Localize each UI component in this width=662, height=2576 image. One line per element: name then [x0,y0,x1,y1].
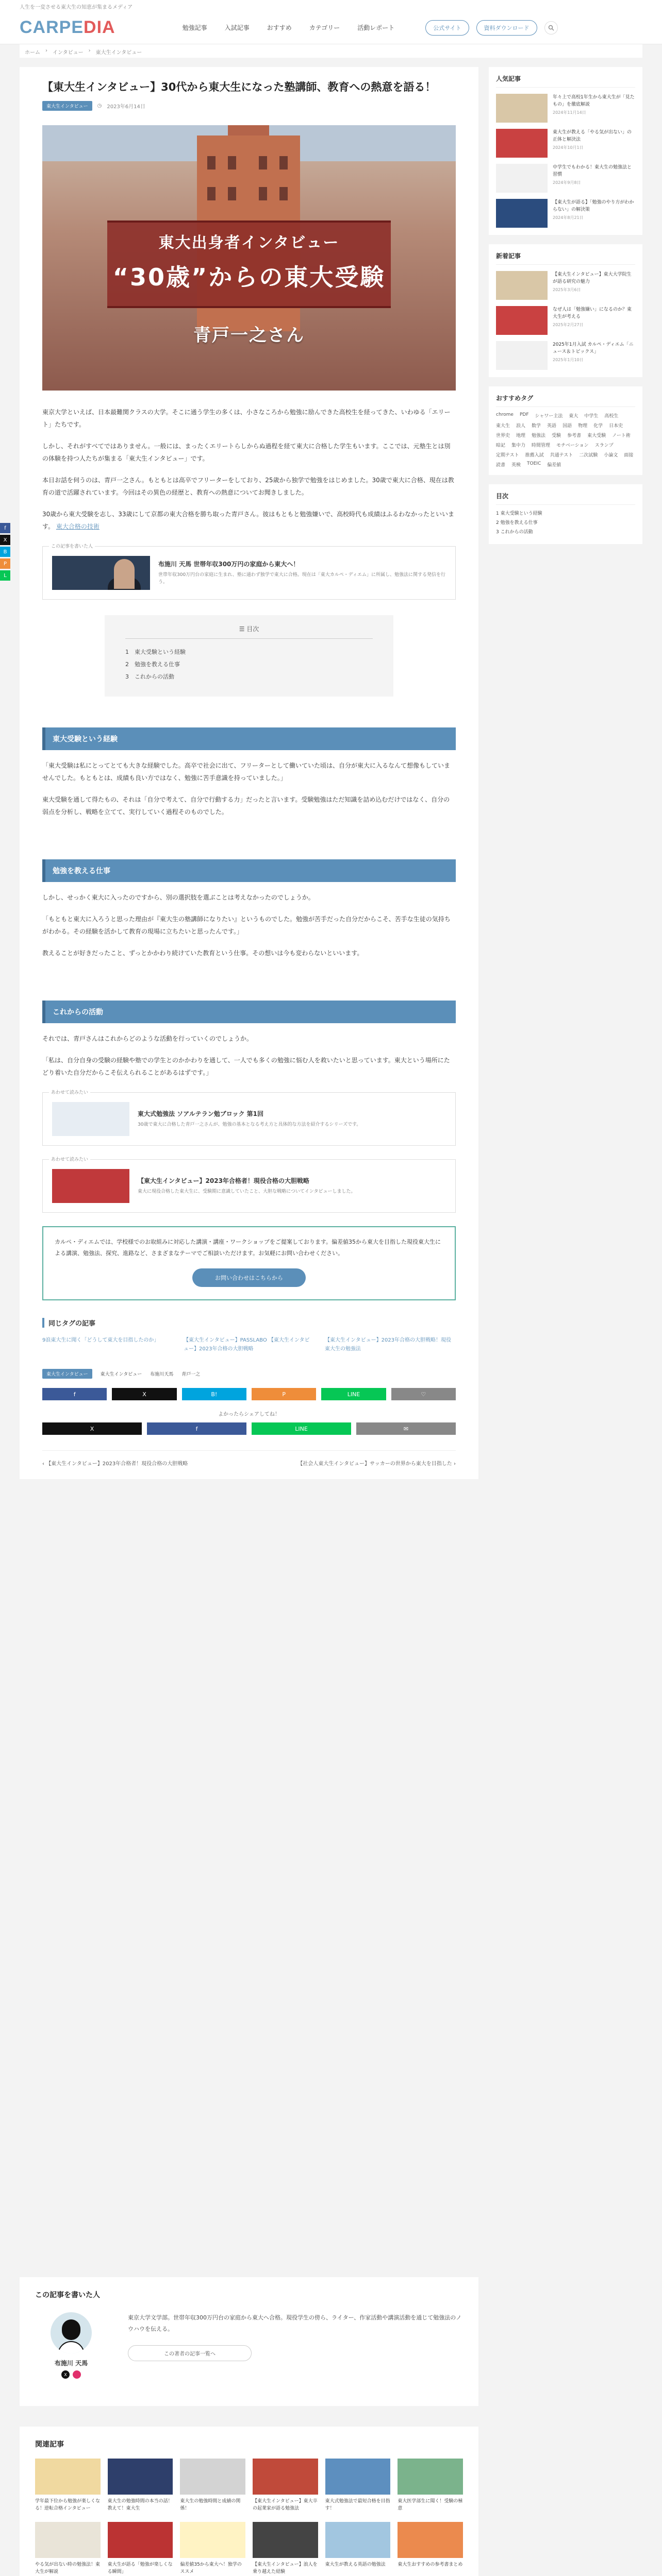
search-icon[interactable] [544,21,558,35]
sidebar-post-item[interactable] [496,129,635,158]
official-site-button[interactable]: 公式サイト [425,20,469,36]
share-x-button[interactable]: X [112,1388,176,1400]
post-date: 2024年11月14日 [553,110,586,115]
next-post-link[interactable]: 【社会人東大生インタビュー】サッカーの世界から東大を目指した › [297,1461,456,1467]
nav-recommend[interactable]: おすすめ [267,24,292,31]
instagram-icon[interactable] [73,2370,81,2379]
tagcloud-link[interactable]: 参考書 [567,433,582,438]
profile-desc: 世帯年収300万円台の家庭に生まれ、塾に通わず独学で東大に合格。現在は「東大カルペ・ディエム」に所属し、勉強法に関する発信を行う。 [158,572,446,585]
post-title: 2025年1月入試 カルペ・ディエム「ニュース＆トピックス」 [553,342,634,355]
intro-para: 30歳から東大受験を志し、33歳にして京都の東大合格を勝ち取った青戸さん。彼はもともと勉強嫌いで、高校時代も成績はふるわなかったといいます。 東大合格の技術 [42,510,455,530]
tagcloud-link[interactable]: 東大受験 [587,433,606,438]
tag-link[interactable]: 青戸一之 [181,1372,201,1378]
list-icon: ☰ [239,625,247,633]
related-post-title: 学年最下位から勉強が楽しくなる！逆転合格インタビュー [35,2499,101,2512]
tagcloud-link[interactable]: 物理 [578,423,588,429]
share-hatena-button[interactable]: B! [182,1388,246,1400]
related-post-card[interactable] [398,2459,463,2513]
side-toc-item[interactable]: 1 東大受験という経験 [496,511,542,516]
share-line-button[interactable]: LINE [321,1388,386,1400]
related-post-thumbnail [180,2459,245,2495]
toc-item[interactable]: 2 勉強を教える仕事 [125,660,180,668]
related-post-card[interactable] [108,2522,173,2576]
related-post-thumbnail [108,2459,173,2495]
new-widget [489,244,642,377]
contact-button[interactable]: お問い合わせはこちらから [192,1268,306,1287]
tagcloud-link[interactable]: 国語 [562,423,572,429]
contact-cta-box [42,1226,456,1300]
tagcloud-link[interactable]: ノート術 [612,433,631,438]
nav-study[interactable]: 勉強記事 [182,24,207,31]
related-post-thumbnail [108,2522,173,2558]
same-tag-link[interactable]: 【東大生インタビュー】2023年合格の大胆戦略！現役東大生の勉強法 [325,1337,452,1352]
post-date: 2024年9月8日 [553,180,581,185]
breadcrumb: ホーム › インタビュー › 東大生インタビュー [20,44,642,58]
related-card[interactable] [42,1092,456,1146]
article-title: 【東大生インタビュー】30代から東大生になった塾講師、教育への熱意を語る！ [42,81,436,93]
post-title: 【東大生が語る】「勉強のやり方がわからない」の解決策 [553,200,634,213]
related-post-card[interactable] [253,2459,318,2513]
tagcloud-link[interactable]: 受験 [552,433,561,438]
hero-line2: “30歳”からの東大受験 [112,263,386,291]
floating-share-bar [0,523,10,582]
site-header [0,11,662,44]
author-bio: 東京大学文学部。世帯年収300万円台の家庭から東大へ合格。現役学生の傍ら、ライター、作家活動や講演活動を通じて勉強法のノウハウを伝える。 [128,2314,462,2332]
card-tag: あわせて読みたい [49,1156,90,1162]
tagcloud-link[interactable]: 高校生 [604,414,619,419]
x-icon[interactable]: X [0,535,10,545]
post-thumbnail [496,306,548,335]
tagcloud-link[interactable]: 中学生 [584,414,599,419]
tagcloud-link[interactable]: 集中力 [511,443,526,448]
section-para: それでは、青戸さんはこれからどのような活動を行っていくのでしょうか。 [42,1035,253,1043]
related-post-title: 東大生の勉強時間と成績の関係！ [180,2499,241,2512]
follow-line-button[interactable]: LINE [252,1422,351,1435]
tagcloud-link[interactable]: 英検 [511,463,521,468]
tagcloud-link[interactable]: 地理 [516,433,526,438]
tagcloud-link[interactable]: 東大 [569,414,578,419]
card-desc: 東大に現役合格した東大生に、受験期に意識していたこと、大胆な戦略についてインタビューしました。 [138,1189,356,1195]
tagcloud-link[interactable]: 英語 [547,423,557,429]
related-post-title: 東大生が語る「勉強が楽しくなる瞬間」 [107,2562,173,2575]
related-post-title: 【東大生インタビュー】東大卒の起業家が語る勉強法 [252,2499,318,2512]
related-post-card[interactable] [253,2522,318,2576]
nav-exam[interactable]: 入試記事 [224,24,250,31]
author-posts-button[interactable]: この著者の記事一覧へ [128,2345,252,2361]
tagcloud-link[interactable]: スランプ [594,443,614,448]
chevron-right-icon: › [452,1461,456,1467]
card-tag: この記事を書いた人 [49,543,95,549]
side-toc-heading: 目次 [496,492,635,505]
tag-link[interactable]: 東大生インタビュー [100,1372,142,1378]
tagcloud-link[interactable]: シャワー主法 [535,414,563,419]
section-para: 東大受験を通して得たもの、それは「自分で考えて、自分で行動する力」だったと言います。受験勉強はただ知識を詰め込むだけではなく、自分の弱点を分析し、戦略を立てて、実行していく過程そのものでした。 [42,796,450,816]
related-post-thumbnail [398,2459,463,2495]
post-thumbnail [496,341,548,370]
tagcloud-link[interactable]: 面接 [624,453,634,458]
tagcloud-link[interactable]: 数学 [532,423,541,429]
same-tag-link[interactable]: 【東大生インタビュー】PASSLABO 【東大生インタビュー】2023年合格の大胆戦略 [184,1337,310,1352]
article-main [20,67,478,1479]
related-post-title: 東大生おすすめの参考書まとめ [398,2562,463,2567]
sidebar-post-item[interactable] [496,341,635,370]
tagcloud-link[interactable]: 化学 [593,423,603,429]
sidebar-post-item[interactable] [496,306,635,335]
intro-para: 本日お話を伺うのは、青戸一之さん。もともとは高卒でフリーターをしており、25歳から独学で勉強をはじめました。30歳で東大に合格、現在は教育の道で活躍されています。今回はその異色の経歴と、教育への熱意についてお聞きしました。 [42,476,454,496]
breadcrumb-home[interactable]: ホーム [25,50,40,56]
post-title: 中学生でもわかる！東大生の勉強法と習慣 [553,165,632,178]
chevron-left-icon: ‹ [42,1461,46,1467]
related-post-thumbnail [253,2459,318,2495]
nav-report[interactable]: 活動レポート [357,24,395,31]
related-post-thumbnail [325,2459,391,2495]
nav-category[interactable]: カテゴリー [309,24,340,31]
card-title: 東大式勉強法 ソアルテラン勉ブロック 第1回 [138,1110,263,1118]
hero-name: 青戸一之さん [193,325,305,346]
related-post-title: 東大式勉強法で最短合格を目指す！ [325,2499,390,2512]
sidebar-post-item[interactable] [496,164,635,193]
related-post-thumbnail [180,2522,245,2558]
sidebar-post-item[interactable] [496,94,635,123]
table-of-contents [105,615,393,697]
related-post-thumbnail [35,2459,101,2495]
category-badge[interactable]: 東大生インタビュー [42,101,92,111]
related-post-card[interactable] [398,2522,463,2576]
same-tag-list [42,1336,456,1353]
section-heading: これからの活動 [42,1001,456,1023]
intro-para: しかし、それがすべてではありません。一般には、まったくエリートらしからぬ過程を経て東大に合格した学生もいます。ここでは、元塾生とは別の体験を持つ人たちが集まる「東大生インタビュー」です。 [42,442,451,462]
tagcloud-link[interactable]: 小論文 [604,453,618,458]
hero-line1: 東大出身者インタビュー [158,233,340,252]
tagcloud-link[interactable]: モチベーション [556,443,589,448]
tagcloud-link[interactable]: 二次試験 [579,453,598,458]
card-title: 【東大生インタビュー】2023年合格者！現役合格の大胆戦略 [138,1177,309,1185]
post-date: 2024年8月21日 [553,215,584,220]
tagcloud-link[interactable]: 読書 [496,463,506,468]
same-tag-heading: 同じタグの記事 [42,1318,456,1328]
related-post-thumbnail [325,2522,391,2558]
post-date: 2025年1月10日 [553,357,584,362]
follow-mail-button[interactable]: ✉ [356,1422,456,1435]
pocket-icon[interactable]: P [0,558,10,569]
follow-facebook-button[interactable]: f [147,1422,246,1435]
breadcrumb-interview[interactable]: インタビュー [53,50,84,56]
card-thumbnail [52,1169,129,1203]
section-heading: 東大受験という経験 [42,727,456,750]
section-para: 「東大受験は私にとってとても大きな経験でした。高卒で社会に出て、フリーターとして働いていた頃は、自分が東大に入るなんて想像もしていませんでした。もともとは、成績も良い方ではなく、勉強に苦手意識を持っていました。」 [42,762,451,782]
tagcloud-link[interactable]: chrome [496,412,514,417]
share-buttons [42,1388,456,1400]
tagcloud-link[interactable]: TOEIC [527,461,541,466]
post-title: 年々上で高校1年生から東大生が「見たもの」を徹底解説 [553,95,635,108]
side-toc-item[interactable]: 2 勉強を教える仕事 [496,520,538,526]
toc-item[interactable]: 1 東大受験という経験 [125,648,186,655]
related-post-thumbnail [398,2522,463,2558]
site-logo[interactable]: CARPEDIA [20,18,115,37]
related-post-card[interactable] [35,2522,101,2576]
same-tag-link[interactable]: 9浪東大生に聞く「どうして東大を目指したのか」 [42,1337,159,1344]
x-icon[interactable]: X [61,2370,70,2379]
side-toc-item[interactable]: 3 これからの活動 [496,530,533,535]
tagcloud-widget [489,386,642,475]
tag-row [42,1369,456,1379]
section-para: しかし、せっかく東大に入ったのですから、別の選択肢を選ぶことは考えなかったのでしょうか。 [42,894,315,902]
prev-post-link[interactable]: ‹ 【東大生インタビュー】2023年合格者！現役合格の大胆戦略 [42,1461,188,1467]
related-post-title: 偏差値35から東大へ！独学のススメ [180,2562,242,2575]
related-post-card[interactable] [180,2522,245,2576]
article-date: 2023年6月14日 [107,104,145,110]
share-pocket-button[interactable]: P [252,1388,316,1400]
section-para: 「もともと東大に入ろうと思った理由が『東大生の塾講師になりたい』というものでした。勉強が苦手だった自分だからこそ、苦手な生徒の気持ちがわかる。その経験を活かして教育の現場に立ちたいと思ったんです。」 [42,916,451,936]
download-button[interactable]: 資料ダウンロード [476,20,537,36]
tagcloud-link[interactable]: 浪人 [516,423,526,429]
tagcloud-link[interactable]: 時間管理 [532,443,551,448]
related-post-card[interactable] [35,2459,101,2513]
follow-buttons [42,1422,456,1435]
profile-image [52,556,150,590]
hero-image [42,125,456,391]
author-name: 布施川 天馬 [54,2360,88,2367]
section-para: 「私は、自分自身の受験の経験や塾での学生とのかかわりを通して、一人でも多くの勉強に悩む人を救いたいと思っています。東大という場所にたどり着いた自分だからこそ伝えられることがあるはずです。」 [42,1057,450,1077]
tagcloud-link[interactable]: 暗記 [496,443,506,448]
related-heading: 関連記事 [35,2441,64,2449]
post-thumbnail [496,271,548,300]
hero-title-band [107,221,391,308]
related-post-thumbnail [253,2522,318,2558]
tagcloud-link[interactable]: 共通テスト [550,453,573,458]
related-post-title: 東大生の勉強時間の本当の話！教えて！東大生 [107,2499,173,2512]
related-post-title: 東大医学部生に聞く！受験の極意 [398,2499,463,2512]
side-toc-widget [489,484,642,544]
share-message: よかったらシェアしてね！ [218,1412,280,1418]
tag-link[interactable]: 布施川天馬 [150,1372,174,1378]
cta-text: カルペ・ディエムでは、学校様でのお取組みに対応した講演・講座・ワークショップをご提案しております。偏差値35から東大を目指した現役東大生による講演、勉強法、探究、進路など、さまざまなテーマでご相談いただけます。お気軽にお問い合わせください。 [55,1239,441,1257]
related-post-card[interactable] [108,2459,173,2513]
card-desc: 30歳で東大に合格した青戸一之さんが、勉強の基本となる考え方と具体的な方法を紹介するシリーズです。 [138,1122,361,1128]
article-meta [42,101,456,111]
post-title: 【東大生インタビュー】東大大学院生が語る研究の魅力 [553,272,632,285]
post-thumbnail [496,94,548,123]
related-post-thumbnail [35,2522,101,2558]
related-post-title: やる気が出ない時の勉強法！東大生が解説 [35,2562,101,2575]
related-post-card[interactable] [325,2459,391,2513]
related-post-title: 【東大生インタビュー】浪人を乗り越えた経験 [252,2562,318,2575]
prev-next-nav [42,1450,456,1467]
sidebar [489,67,642,553]
author-box [20,2277,478,2406]
facebook-icon[interactable]: f [0,523,10,533]
post-title: なぜ人は「勉強嫌い」になるのか？東大生が考える [553,307,632,320]
tagcloud-link[interactable]: 世界史 [496,433,510,438]
sidebar-post-item[interactable] [496,199,635,228]
clock-icon: ◷ [97,103,102,109]
tagcloud-link[interactable]: 勉強法 [532,433,546,438]
profile-name: 布施川 天馬 世帯年収300万円の家庭から東大へ！ [158,560,300,568]
related-posts [20,2427,478,2576]
profile-card[interactable] [42,546,456,600]
top-strip: 人生を一変させる東大生の知恵が集まるメディア [0,0,662,11]
share-copy-button[interactable]: ♡ [391,1388,456,1400]
post-thumbnail [496,199,548,228]
intro-link[interactable]: 東大合格の技術 [56,522,100,530]
breadcrumb-current[interactable]: 東大生インタビュー [95,50,142,56]
author-heading: この記事を書いた人 [35,2291,100,2299]
sidebar-post-item[interactable] [496,271,635,300]
recommend-heading: おすすめタグ [496,394,635,407]
post-date: 2025年3月6日 [553,287,581,292]
post-thumbnail [496,129,548,158]
tagcloud-link[interactable]: 東大生 [496,423,510,429]
follow-x-button[interactable]: X [42,1422,142,1435]
toc-item[interactable]: 3 これからの活動 [125,673,174,680]
related-post-card[interactable] [180,2459,245,2513]
line-icon[interactable]: L [0,570,10,581]
section-para: 教えることが好きだったこと、ずっとかかわり続けていた教育という仕事。その想いは今も変わらないといいます。 [42,950,363,957]
tagcloud-link[interactable]: 偏差値 [547,463,561,468]
new-heading: 新着記事 [496,251,635,265]
share-facebook-button[interactable]: f [42,1388,107,1400]
card-thumbnail [52,1102,129,1136]
toc-title: 目次 [246,625,259,633]
tagcloud-link[interactable]: PDF [519,412,529,417]
hatena-icon[interactable]: B [0,547,10,557]
popular-widget [489,67,642,235]
author-avatar [51,2312,92,2353]
related-post-card[interactable] [325,2522,391,2576]
card-tag: あわせて読みたい [49,1089,90,1095]
tagcloud-link[interactable]: 日本史 [609,423,623,429]
post-date: 2024年10月1日 [553,145,584,150]
intro-para: 東京大学といえば、日本最難関クラスの大学。そこに通う学生の多くは、小さなころから勉強に励んできた高校生を経ってきた、いわゆる「エリート」たちです。 [42,408,451,428]
tagcloud-link[interactable]: 定期テスト [496,453,519,458]
section-heading: 勉強を教える仕事 [42,859,456,882]
related-card[interactable] [42,1159,456,1213]
global-nav [183,23,395,32]
post-date: 2025年2月27日 [553,322,584,327]
tagcloud-link[interactable]: 推薦入試 [525,453,544,458]
post-title: 東大生が教える「やる気が出ない」の正体と解決法 [553,130,632,143]
popular-heading: 人気記事 [496,74,635,88]
related-post-title: 東大生が教える英語の勉強法 [325,2562,386,2567]
post-thumbnail [496,164,548,193]
tag-link[interactable]: 東大生インタビュー [42,1369,92,1379]
